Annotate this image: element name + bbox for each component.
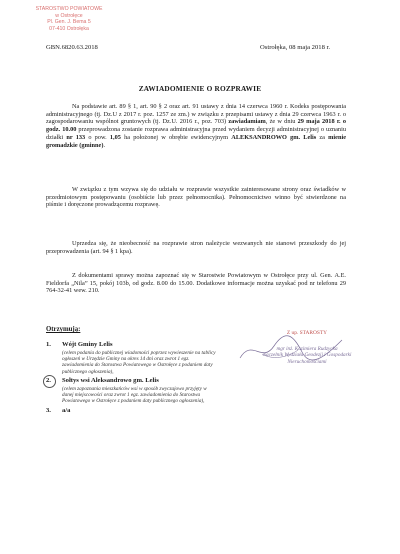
office-stamp <box>28 6 110 32</box>
list-item <box>46 341 216 375</box>
recipients-list <box>46 341 216 416</box>
text-fragment: . <box>103 141 106 149</box>
recipients-label: Otrzymują: <box>46 326 81 333</box>
signature-block <box>252 330 362 365</box>
hearing-date: 29 maja 2018 r. o godz. 10.00 <box>46 118 346 134</box>
document-date: Ostrołęka, 08 maja 2018 r. <box>260 44 330 51</box>
parcel-area: 1,05 <box>109 133 121 141</box>
list-item <box>46 377 216 405</box>
text-fragment: za <box>319 133 325 141</box>
text-fragment: , że w dniu <box>265 118 296 126</box>
stamp-line: w Ostrołęce <box>55 12 83 19</box>
stamp-line: Pl. Gen. J. Bema 5 <box>47 19 91 26</box>
notify-keyword: zawiadamiam <box>228 118 266 126</box>
legal-basis-text: Na podstawie art. 89 § 1, art. 90 § 2 oraz art. 91 ustawy z dnia 14 czerwca 1960 r. Kodeks postępowania administracyjnego (tj. Dz.U z 2017 r. poz. 1257 ze zm.) w związku z przepisami ustawy z dnia 29 czerwca 1963 r. o zagospodarowaniu wspólnot gruntowych (tj. Dz.U. 2016 r., poz. 703) <box>46 103 346 126</box>
signature-authority: Z up. STAROSTY <box>286 330 328 336</box>
stamp-line: STAROSTWO POWIATOWE <box>35 6 103 12</box>
document-title: ZAWIADOMIENIE O ROZPRAWIE <box>138 84 262 93</box>
recipient-number: 2. <box>46 376 51 384</box>
text-fragment: o pow. <box>88 133 107 141</box>
property-type: mienie gromadzkie (gminne) <box>46 133 347 149</box>
text-fragment: przeprowadzona zostanie rozprawa administracyjna przed wydaniem decyzji administracyjnej o uznaniu działki <box>46 126 346 141</box>
text-fragment: ha położonej w obrębie ewidencyjnym <box>124 133 229 141</box>
recipient-description: (celem zapoznania mieszkańców wsi w sposób zwyczajowo przyjęty w danej miejscowości oraz zwrot 1 egz. zawiadomienia do Starostwa Powiatowego w Ostrołęce z podaniem daty publicznego ogłoszenia), <box>62 385 207 405</box>
recipient-number: 1. <box>46 341 51 348</box>
village-name: ALEKSANDROWO gm. Lelis <box>231 133 317 141</box>
list-item <box>46 407 216 415</box>
recipient-name: Sołtys wsi Aleksandrowo gm. Lelis <box>62 376 159 384</box>
recipient-description: (celem podania do publicznej wiadomości poprzez wywieszenie na tablicy ogłoszeń w Urzędzie Gminy na okres 14 dni oraz zwrot 1 egz. zawiadomienia do Starostwa Powiatowego w Ostrołęce z podaniem daty publicznego ogłoszenia), <box>62 349 216 375</box>
body-paragraph-legal-basis <box>46 103 346 149</box>
body-paragraph-documents: Z dokumentami sprawy można zapoznać się w Starostwie Powiatowym w Ostrołęce przy ul. Gen. A.E. Fieldorfa „Nila” 15, pokój 103b, od godz. 8.00 do 15.00. Dodatkowe informacje można uzyskać pod nr telefonu 29 764-32-41 wew. 210. <box>46 272 346 295</box>
signatory-department: Nieruchomościami <box>287 358 327 365</box>
stamp-line: 07-410 Ostrołęka <box>49 25 89 32</box>
recipient-number: 3. <box>46 406 51 414</box>
body-paragraph-summons: W związku z tym wzywa się do udziału w rozprawie wszystkie zainteresowane strony oraz świadków w przedmiotowym postępowaniu (osobiście lub przez pełnomocnika). Pełnomocnictwo winno być stwierdzone na piśmie i doręczone prowadzącemu rozprawę. <box>46 186 346 209</box>
recipient-name: a/a <box>62 406 71 414</box>
signatory-title: Naczelnik Wydziału Geodezji i Gospodarki <box>262 352 352 359</box>
signatory-name: mgr inż. Kazimiera Rudzycka <box>276 346 338 353</box>
body-paragraph-warning: Uprzedza się, że nieobecność na rozprawie stron należycie wezwanych nie stanowi przeszkody do jej przeprowadzenia (art. 94 § 1 kpa). <box>46 240 346 255</box>
parcel-number: nr 133 <box>66 133 86 141</box>
recipient-name: Wójt Gminy Lelis <box>62 341 113 348</box>
reference-number: GBN.6820.63.2018 <box>46 44 98 51</box>
